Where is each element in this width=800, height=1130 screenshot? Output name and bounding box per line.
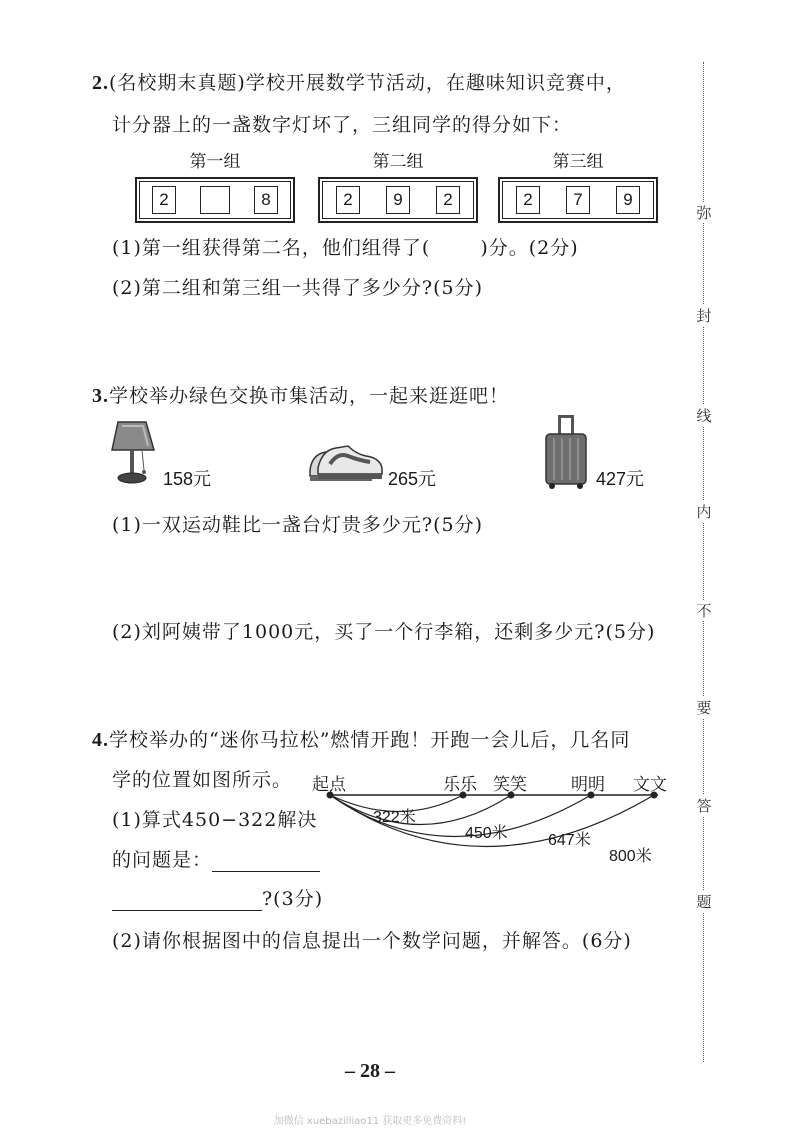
- q4-sub1-line2: [112, 845, 320, 872]
- group-2-counter: [318, 177, 478, 223]
- label-xiaoxiao: 笑笑: [493, 775, 527, 795]
- q2-sub1: [112, 233, 579, 260]
- label-lele: 乐乐: [443, 775, 477, 795]
- group-3-digit-3: 9: [616, 186, 640, 214]
- seal-char-8: 题: [693, 891, 715, 912]
- group-3-scoreboard: [498, 147, 658, 223]
- group-2-digit-3: 2: [436, 186, 460, 214]
- sneakers-icon: [306, 440, 386, 486]
- group-3-counter: [498, 177, 658, 223]
- group-3-title: 第三组: [552, 152, 604, 172]
- label-322m: 322米: [373, 809, 416, 826]
- label-647m: 647米: [548, 832, 591, 849]
- seal-char-5: 不: [693, 600, 715, 621]
- q3-text1: 学校举办绿色交换市集活动，一起来逛逛吧！: [109, 385, 510, 407]
- group-2-scoreboard: [318, 147, 478, 223]
- q2-text1: (名校期末真题)学校开展数学节活动，在趣味知识竞赛中，: [109, 72, 626, 94]
- q4-line1: [92, 725, 630, 752]
- q4-number: 4.: [92, 729, 109, 751]
- suitcase-icon: [542, 414, 590, 490]
- q4-sub1-line3: [112, 884, 323, 911]
- page-number: – 28 –: [345, 1060, 395, 1082]
- group-1-counter: [135, 177, 295, 223]
- seal-char-4: 内: [693, 501, 715, 522]
- seal-char-3: 线: [693, 405, 715, 426]
- group-3-digit-2: 7: [566, 186, 590, 214]
- q2-line2: 计分器上的一盏数字灯坏了，三组同学的得分如下：: [112, 114, 573, 136]
- group-3-digit-1: 2: [516, 186, 540, 214]
- q2-sub1-text-b: )分。(2分): [480, 237, 579, 259]
- group-1-digit-2-broken: [200, 186, 230, 214]
- group-1-digit-1: 2: [152, 186, 176, 214]
- q2-sub1-text-a: (1)第一组获得第二名，他们组得了(: [112, 237, 431, 259]
- group-1-scoreboard: [135, 147, 295, 223]
- sneakers-price: 265元: [388, 469, 437, 489]
- label-start: 起点: [312, 775, 346, 795]
- seal-char-7: 答: [693, 795, 715, 816]
- q3-line1: [92, 381, 509, 408]
- q2-line1: [92, 68, 626, 95]
- group-2-digit-2: 9: [386, 186, 410, 214]
- q4-answer-blank-1[interactable]: [212, 851, 320, 872]
- group-2-title: 第二组: [372, 152, 424, 172]
- q4-sub1-line1: (1)算式450−322解决: [112, 809, 318, 831]
- q4-sub1-text-c: ?(3分): [262, 888, 324, 910]
- q2-sub2: (2)第二组和第三组一共得了多少分?(5分): [112, 277, 484, 299]
- q4-sub2: (2)请你根据图中的信息提出一个数学问题，并解答。(6分): [112, 930, 632, 952]
- group-2-digit-1: 2: [336, 186, 360, 214]
- q3-sub1: (1)一双运动鞋比一盏台灯贵多少元?(5分): [112, 514, 484, 536]
- label-mingming: 明明: [571, 775, 605, 795]
- q4-answer-blank-2[interactable]: [112, 890, 262, 911]
- group-1-digit-3: 8: [254, 186, 278, 214]
- seal-char-6: 要: [693, 697, 715, 718]
- q4-text1: 学校举办的“迷你马拉松”燃情开跑！开跑一会儿后，几名同: [109, 729, 631, 751]
- q3-sub2: (2)刘阿姨带了1000元，买了一个行李箱，还剩多少元?(5分): [112, 621, 656, 643]
- seal-char-1: 弥: [693, 202, 715, 223]
- label-450m: 450米: [465, 825, 508, 842]
- lamp-icon: [110, 418, 160, 488]
- q4-line2: 学的位置如图所示。: [112, 769, 293, 791]
- q4-sub1-text-b: 的问题是：: [112, 849, 213, 871]
- q2-number: 2.: [92, 72, 109, 94]
- suitcase-price: 427元: [596, 469, 645, 489]
- lamp-price: 158元: [163, 469, 212, 489]
- seal-char-2: 封: [693, 305, 715, 326]
- group-1-title: 第一组: [189, 152, 241, 172]
- label-wenwen: 文文: [633, 775, 667, 795]
- label-800m: 800米: [609, 848, 652, 865]
- footer-watermark: 加微信 xuebazilliao11 获取更多免费资料!: [273, 1116, 467, 1127]
- q3-number: 3.: [92, 385, 109, 407]
